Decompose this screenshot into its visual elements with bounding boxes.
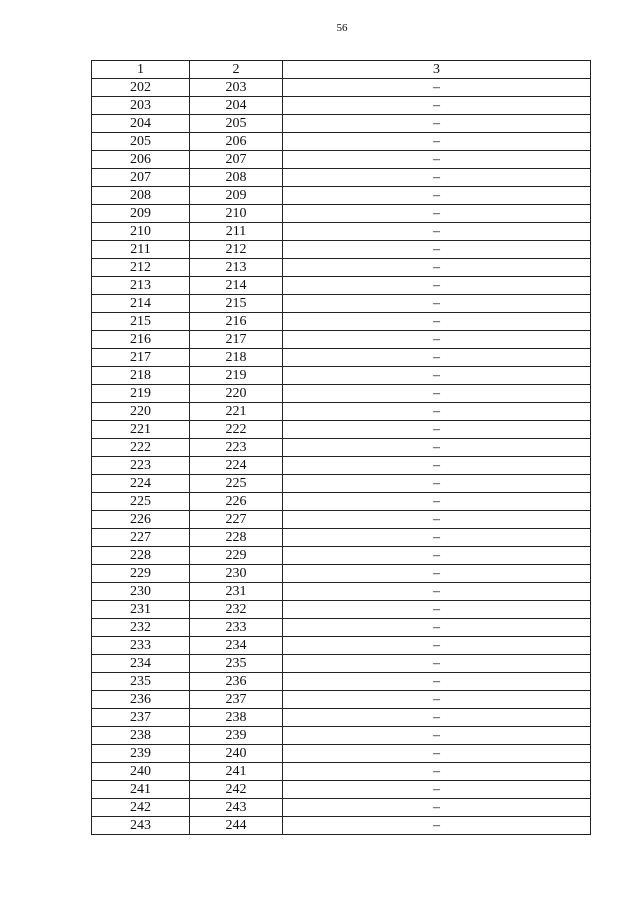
table-cell-col-3: –	[283, 745, 591, 763]
table-cell-col-3: –	[283, 637, 591, 655]
table-cell-col-3: –	[283, 187, 591, 205]
table-cell-col-1: 203	[92, 97, 190, 115]
table-cell-col-2: 223	[190, 439, 283, 457]
table-row	[92, 691, 591, 709]
column-header-3: 3	[283, 61, 591, 79]
table-row	[92, 331, 591, 349]
table-row	[92, 115, 591, 133]
table-row	[92, 781, 591, 799]
table-cell-col-3: –	[283, 241, 591, 259]
table-header	[92, 61, 591, 79]
table-row	[92, 565, 591, 583]
table-cell-col-2: 209	[190, 187, 283, 205]
table-cell-col-3: –	[283, 511, 591, 529]
table-cell-col-3: –	[283, 547, 591, 565]
table-cell-col-1: 213	[92, 277, 190, 295]
table-cell-col-3: –	[283, 151, 591, 169]
table-cell-col-1: 240	[92, 763, 190, 781]
table-row	[92, 547, 591, 565]
table-row	[92, 817, 591, 835]
table-row	[92, 79, 591, 97]
table-cell-col-3: –	[283, 709, 591, 727]
table-cell-col-1: 206	[92, 151, 190, 169]
table-row	[92, 673, 591, 691]
table-cell-col-2: 243	[190, 799, 283, 817]
table-cell-col-2: 213	[190, 259, 283, 277]
table-cell-col-2: 225	[190, 475, 283, 493]
table-cell-col-3: –	[283, 403, 591, 421]
table-row	[92, 799, 591, 817]
table-cell-col-3: –	[283, 115, 591, 133]
table-row	[92, 385, 591, 403]
table-row	[92, 421, 591, 439]
table-cell-col-1: 217	[92, 349, 190, 367]
table-cell-col-2: 231	[190, 583, 283, 601]
table-row	[92, 151, 591, 169]
table-cell-col-3: –	[283, 439, 591, 457]
table-cell-col-1: 219	[92, 385, 190, 403]
table-row	[92, 169, 591, 187]
table-cell-col-2: 220	[190, 385, 283, 403]
table-cell-col-3: –	[283, 313, 591, 331]
table-cell-col-2: 236	[190, 673, 283, 691]
table-cell-col-1: 207	[92, 169, 190, 187]
table-cell-col-2: 224	[190, 457, 283, 475]
table-cell-col-1: 243	[92, 817, 190, 835]
table-cell-col-2: 215	[190, 295, 283, 313]
table-row	[92, 187, 591, 205]
table-cell-col-2: 205	[190, 115, 283, 133]
table-row	[92, 259, 591, 277]
table-cell-col-1: 204	[92, 115, 190, 133]
table-cell-col-3: –	[283, 727, 591, 745]
table-cell-col-3: –	[283, 295, 591, 313]
table-cell-col-3: –	[283, 259, 591, 277]
table-row	[92, 97, 591, 115]
table-cell-col-2: 239	[190, 727, 283, 745]
column-header-2: 2	[190, 61, 283, 79]
table-row	[92, 709, 591, 727]
table-cell-col-3: –	[283, 619, 591, 637]
table-row	[92, 493, 591, 511]
table-row	[92, 277, 591, 295]
table-cell-col-1: 242	[92, 799, 190, 817]
table-cell-col-3: –	[283, 421, 591, 439]
table-cell-col-3: –	[283, 601, 591, 619]
table-cell-col-3: –	[283, 781, 591, 799]
table-row	[92, 313, 591, 331]
table-cell-col-3: –	[283, 367, 591, 385]
table-cell-col-1: 218	[92, 367, 190, 385]
table-row	[92, 727, 591, 745]
table-row	[92, 619, 591, 637]
table-cell-col-1: 234	[92, 655, 190, 673]
header-row	[92, 61, 591, 79]
table-row	[92, 295, 591, 313]
page-number: 56	[336, 22, 348, 34]
table-row	[92, 745, 591, 763]
table-cell-col-1: 236	[92, 691, 190, 709]
data-table	[91, 60, 591, 835]
table-row	[92, 763, 591, 781]
table-cell-col-2: 208	[190, 169, 283, 187]
table-cell-col-2: 238	[190, 709, 283, 727]
table-cell-col-2: 242	[190, 781, 283, 799]
table-row	[92, 349, 591, 367]
table-cell-col-3: –	[283, 691, 591, 709]
table-row	[92, 601, 591, 619]
table-cell-col-1: 233	[92, 637, 190, 655]
column-header-1: 1	[92, 61, 190, 79]
table-row	[92, 439, 591, 457]
table-cell-col-3: –	[283, 529, 591, 547]
table-cell-col-1: 231	[92, 601, 190, 619]
table-row	[92, 205, 591, 223]
table-cell-col-1: 221	[92, 421, 190, 439]
table-cell-col-3: –	[283, 277, 591, 295]
table-cell-col-2: 241	[190, 763, 283, 781]
table-cell-col-2: 212	[190, 241, 283, 259]
table-cell-col-3: –	[283, 583, 591, 601]
table-cell-col-3: –	[283, 457, 591, 475]
table-cell-col-1: 209	[92, 205, 190, 223]
table-cell-col-2: 234	[190, 637, 283, 655]
table-cell-col-1: 208	[92, 187, 190, 205]
table-cell-col-1: 202	[92, 79, 190, 97]
table-cell-col-3: –	[283, 673, 591, 691]
table-cell-col-1: 232	[92, 619, 190, 637]
table-cell-col-1: 214	[92, 295, 190, 313]
table-cell-col-1: 226	[92, 511, 190, 529]
table-cell-col-2: 228	[190, 529, 283, 547]
table-cell-col-2: 221	[190, 403, 283, 421]
table-row	[92, 475, 591, 493]
table-cell-col-2: 217	[190, 331, 283, 349]
table-cell-col-2: 210	[190, 205, 283, 223]
table-row	[92, 367, 591, 385]
table-cell-col-2: 216	[190, 313, 283, 331]
table-cell-col-3: –	[283, 205, 591, 223]
table-row	[92, 403, 591, 421]
table-cell-col-3: –	[283, 817, 591, 835]
table-cell-col-1: 205	[92, 133, 190, 151]
table-row	[92, 241, 591, 259]
table-body	[92, 79, 591, 835]
table-cell-col-1: 229	[92, 565, 190, 583]
table-cell-col-3: –	[283, 79, 591, 97]
table-cell-col-3: –	[283, 97, 591, 115]
table-cell-col-1: 215	[92, 313, 190, 331]
table-cell-col-1: 222	[92, 439, 190, 457]
table-cell-col-1: 235	[92, 673, 190, 691]
table-cell-col-2: 244	[190, 817, 283, 835]
table-cell-col-1: 212	[92, 259, 190, 277]
table-cell-col-2: 222	[190, 421, 283, 439]
table-row	[92, 133, 591, 151]
table-row	[92, 529, 591, 547]
table-cell-col-1: 227	[92, 529, 190, 547]
table-row	[92, 655, 591, 673]
table-cell-col-1: 216	[92, 331, 190, 349]
table-cell-col-1: 220	[92, 403, 190, 421]
table-cell-col-3: –	[283, 655, 591, 673]
table-cell-col-2: 206	[190, 133, 283, 151]
table-row	[92, 583, 591, 601]
table-cell-col-2: 229	[190, 547, 283, 565]
table-cell-col-3: –	[283, 475, 591, 493]
table-cell-col-2: 233	[190, 619, 283, 637]
table-cell-col-3: –	[283, 331, 591, 349]
table-cell-col-1: 241	[92, 781, 190, 799]
table-cell-col-2: 218	[190, 349, 283, 367]
table-cell-col-2: 237	[190, 691, 283, 709]
table-cell-col-2: 214	[190, 277, 283, 295]
table-cell-col-2: 232	[190, 601, 283, 619]
table-cell-col-2: 235	[190, 655, 283, 673]
table-row	[92, 637, 591, 655]
table-cell-col-1: 211	[92, 241, 190, 259]
table-cell-col-1: 237	[92, 709, 190, 727]
table-cell-col-3: –	[283, 565, 591, 583]
table-cell-col-2: 203	[190, 79, 283, 97]
table-cell-col-2: 240	[190, 745, 283, 763]
table-cell-col-2: 207	[190, 151, 283, 169]
table-cell-col-1: 210	[92, 223, 190, 241]
table-cell-col-1: 238	[92, 727, 190, 745]
table-cell-col-2: 227	[190, 511, 283, 529]
table-cell-col-3: –	[283, 133, 591, 151]
table-cell-col-3: –	[283, 349, 591, 367]
table-row	[92, 457, 591, 475]
table-cell-col-2: 204	[190, 97, 283, 115]
table-cell-col-3: –	[283, 169, 591, 187]
table-cell-col-1: 228	[92, 547, 190, 565]
table-cell-col-2: 226	[190, 493, 283, 511]
table-cell-col-2: 219	[190, 367, 283, 385]
table-cell-col-3: –	[283, 223, 591, 241]
table-cell-col-1: 225	[92, 493, 190, 511]
table-cell-col-3: –	[283, 385, 591, 403]
table-cell-col-1: 223	[92, 457, 190, 475]
table-cell-col-1: 224	[92, 475, 190, 493]
table-cell-col-2: 211	[190, 223, 283, 241]
table-cell-col-3: –	[283, 799, 591, 817]
table-cell-col-1: 239	[92, 745, 190, 763]
table-cell-col-1: 230	[92, 583, 190, 601]
table-row	[92, 223, 591, 241]
table-cell-col-3: –	[283, 493, 591, 511]
table-cell-col-3: –	[283, 763, 591, 781]
table-row	[92, 511, 591, 529]
table-cell-col-2: 230	[190, 565, 283, 583]
